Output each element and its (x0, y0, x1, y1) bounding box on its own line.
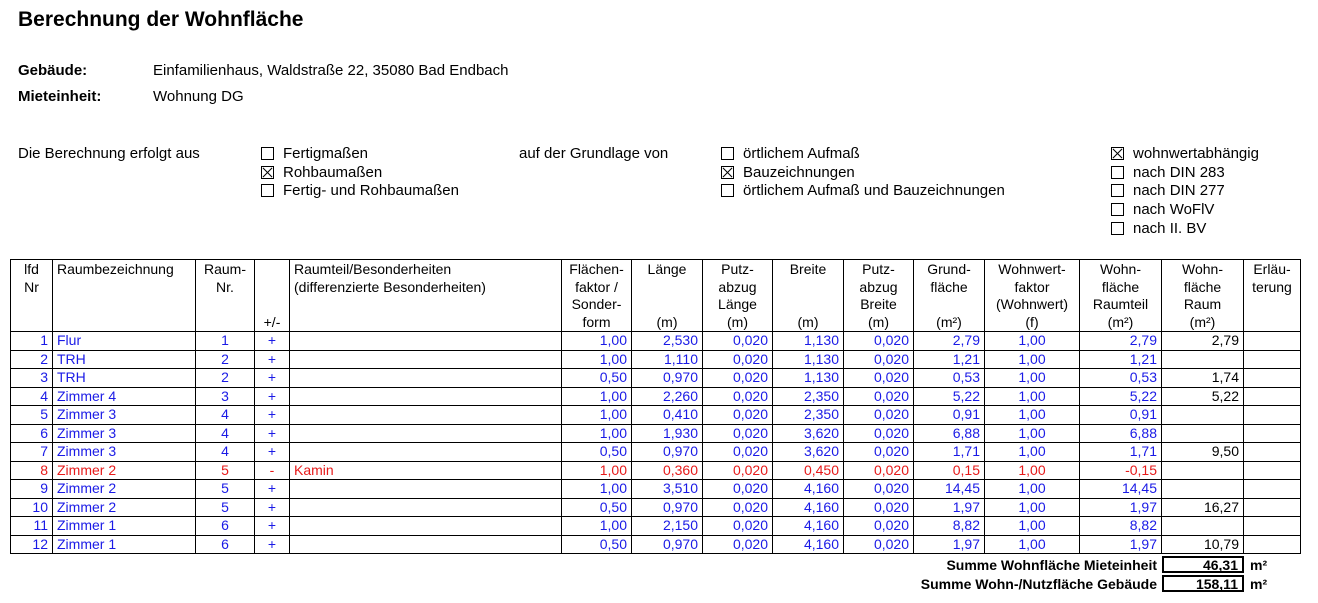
sign-cell: + (255, 535, 290, 554)
raum-nr-cell: 5 (196, 498, 255, 517)
option-din277: nach DIN 277 (1133, 182, 1225, 199)
name-cell: Zimmer 2 (53, 461, 196, 480)
factor-cell: 1,00 (562, 406, 632, 425)
width-cell: 4,160 (773, 535, 844, 554)
wwf-cell: 1,00 (985, 517, 1080, 536)
putz-b-cell: 0,020 (844, 369, 914, 388)
raum-nr-cell: 4 (196, 443, 255, 462)
part-cell (290, 350, 562, 369)
putz-l-cell: 0,020 (703, 443, 773, 462)
room-area-cell (1162, 517, 1244, 536)
name-cell: Zimmer 3 (53, 424, 196, 443)
wwf-cell: 1,00 (985, 387, 1080, 406)
checkbox-fertig-roh[interactable] (261, 184, 274, 197)
option-fertig-roh: Fertig- und Rohbaumaßen (283, 182, 459, 199)
option-din283: nach DIN 283 (1133, 164, 1225, 181)
table-row (11, 517, 1301, 536)
raum-nr-cell: 5 (196, 461, 255, 480)
lfd-cell: 7 (11, 443, 53, 462)
part-area-cell: 1,97 (1080, 535, 1162, 554)
table-row (11, 406, 1301, 425)
length-cell: 2,260 (632, 387, 703, 406)
ground-cell: 0,91 (914, 406, 985, 425)
putz-b-cell: 0,020 (844, 332, 914, 351)
header-part: Raumteil/Besonderheiten (differenzierte Besonderheiten) (290, 260, 562, 332)
sign-cell: + (255, 387, 290, 406)
raum-nr-cell: 5 (196, 480, 255, 499)
ground-cell: 14,45 (914, 480, 985, 499)
raum-nr-cell: 1 (196, 332, 255, 351)
part-cell (290, 387, 562, 406)
putz-l-cell: 0,020 (703, 480, 773, 499)
width-cell: 1,130 (773, 369, 844, 388)
putz-l-cell: 0,020 (703, 424, 773, 443)
header-ground: Grund- fläche (m²) (914, 260, 985, 332)
option-woflv: nach WoFlV (1133, 201, 1215, 218)
length-cell: 0,970 (632, 369, 703, 388)
part-cell (290, 406, 562, 425)
sign-cell: + (255, 498, 290, 517)
table-row (11, 387, 1301, 406)
name-cell: Zimmer 3 (53, 406, 196, 425)
putz-b-cell: 0,020 (844, 387, 914, 406)
ground-cell: 0,53 (914, 369, 985, 388)
room-area-cell: 5,22 (1162, 387, 1244, 406)
header-lfd: lfd Nr (11, 260, 53, 332)
room-area-cell (1162, 424, 1244, 443)
sum-unit-value: 46,31 (1162, 556, 1244, 573)
room-area-cell (1162, 406, 1244, 425)
factor-cell: 1,00 (562, 480, 632, 499)
room-area-cell: 16,27 (1162, 498, 1244, 517)
table-header-row (11, 260, 1301, 332)
lfd-cell: 6 (11, 424, 53, 443)
sign-cell: + (255, 424, 290, 443)
checkbox-fertigmasse[interactable] (261, 147, 274, 160)
part-cell (290, 424, 562, 443)
wwf-cell: 1,00 (985, 461, 1080, 480)
putz-b-cell: 0,020 (844, 424, 914, 443)
header-wwf: Wohnwert- faktor (Wohnwert) (f) (985, 260, 1080, 332)
raum-nr-cell: 2 (196, 369, 255, 388)
table-row (11, 535, 1301, 554)
remark-cell (1244, 387, 1301, 406)
wwf-cell: 1,00 (985, 369, 1080, 388)
part-cell (290, 443, 562, 462)
building-value: Einfamilienhaus, Waldstraße 22, 35080 Bad Endbach (153, 62, 509, 79)
putz-l-cell: 0,020 (703, 461, 773, 480)
putz-l-cell: 0,020 (703, 535, 773, 554)
table-row (11, 443, 1301, 462)
building-label: Gebäude: (18, 62, 88, 79)
remark-cell (1244, 424, 1301, 443)
width-cell: 4,160 (773, 480, 844, 499)
sum-building-label: Summe Wohn-/Nutzfläche Gebäude (920, 576, 1157, 592)
remark-cell (1244, 443, 1301, 462)
unit-label: Mieteinheit: (18, 88, 102, 105)
ground-cell: 1,71 (914, 443, 985, 462)
putz-l-cell: 0,020 (703, 350, 773, 369)
table-row (11, 461, 1301, 480)
wwf-cell: 1,00 (985, 350, 1080, 369)
putz-b-cell: 0,020 (844, 443, 914, 462)
name-cell: Flur (53, 332, 196, 351)
part-area-cell: 2,79 (1080, 332, 1162, 351)
header-putz-b: Putz- abzug Breite (m) (844, 260, 914, 332)
lfd-cell: 9 (11, 480, 53, 499)
factor-cell: 1,00 (562, 387, 632, 406)
width-cell: 4,160 (773, 498, 844, 517)
table-row (11, 480, 1301, 499)
remark-cell (1244, 369, 1301, 388)
name-cell: Zimmer 1 (53, 535, 196, 554)
width-cell: 2,350 (773, 387, 844, 406)
checkbox-rohbaumasse[interactable] (261, 166, 274, 179)
unit-value: Wohnung DG (153, 88, 244, 105)
putz-l-cell: 0,020 (703, 369, 773, 388)
lfd-cell: 11 (11, 517, 53, 536)
factor-cell: 1,00 (562, 424, 632, 443)
part-area-cell: 6,88 (1080, 424, 1162, 443)
putz-b-cell: 0,020 (844, 498, 914, 517)
lfd-cell: 12 (11, 535, 53, 554)
ground-cell: 0,15 (914, 461, 985, 480)
length-cell: 0,970 (632, 443, 703, 462)
ground-cell: 1,97 (914, 498, 985, 517)
part-cell (290, 498, 562, 517)
putz-b-cell: 0,020 (844, 350, 914, 369)
room-area-cell: 2,79 (1162, 332, 1244, 351)
option-iibv: nach II. BV (1133, 220, 1207, 237)
lfd-cell: 5 (11, 406, 53, 425)
putz-l-cell: 0,020 (703, 406, 773, 425)
checkbox-iibv[interactable] (1111, 222, 1124, 235)
factor-cell: 0,50 (562, 369, 632, 388)
raum-nr-cell: 6 (196, 517, 255, 536)
length-cell: 3,510 (632, 480, 703, 499)
sign-cell: + (255, 443, 290, 462)
option-aufmass: örtlichem Aufmaß (743, 145, 860, 162)
option-bauzeichnungen: Bauzeichnungen (743, 164, 855, 181)
checkbox-aufmass-bauzeichnungen[interactable] (721, 184, 734, 197)
length-cell: 2,530 (632, 332, 703, 351)
raum-nr-cell: 4 (196, 424, 255, 443)
page-title: Berechnung der Wohnfläche (18, 8, 304, 31)
length-cell: 0,970 (632, 535, 703, 554)
room-area-cell (1162, 350, 1244, 369)
foundation-intro: auf der Grundlage von (519, 145, 669, 162)
checkbox-aufmass[interactable] (721, 147, 734, 160)
area-table (10, 259, 1301, 554)
ground-cell: 2,79 (914, 332, 985, 351)
part-cell (290, 369, 562, 388)
header-sign: +/- (255, 260, 290, 332)
header-remark: Erläu- terung (1244, 260, 1301, 332)
part-area-cell: 0,91 (1080, 406, 1162, 425)
width-cell: 3,620 (773, 424, 844, 443)
sign-cell: + (255, 480, 290, 499)
part-area-cell: 1,97 (1080, 498, 1162, 517)
table-row (11, 332, 1301, 351)
width-cell: 1,130 (773, 332, 844, 351)
sign-cell: + (255, 332, 290, 351)
putz-l-cell: 0,020 (703, 517, 773, 536)
width-cell: 3,620 (773, 443, 844, 462)
part-cell (290, 535, 562, 554)
part-area-cell: 1,21 (1080, 350, 1162, 369)
wwf-cell: 1,00 (985, 424, 1080, 443)
ground-cell: 1,21 (914, 350, 985, 369)
remark-cell (1244, 332, 1301, 351)
name-cell: TRH (53, 350, 196, 369)
sign-cell: + (255, 517, 290, 536)
header-putz-l: Putz- abzug Länge (m) (703, 260, 773, 332)
header-factor: Flächen- faktor / Sonder- form (562, 260, 632, 332)
lfd-cell: 2 (11, 350, 53, 369)
remark-cell (1244, 535, 1301, 554)
part-area-cell: 8,82 (1080, 517, 1162, 536)
checkbox-wohnwert[interactable] (1111, 147, 1124, 160)
remark-cell (1244, 461, 1301, 480)
room-area-cell (1162, 461, 1244, 480)
checkbox-din283[interactable] (1111, 166, 1124, 179)
putz-b-cell: 0,020 (844, 517, 914, 536)
checkbox-din277[interactable] (1111, 184, 1124, 197)
option-wohnwert: wohnwertabhängig (1133, 145, 1259, 162)
length-cell: 1,930 (632, 424, 703, 443)
length-cell: 1,110 (632, 350, 703, 369)
remark-cell (1244, 406, 1301, 425)
length-cell: 0,970 (632, 498, 703, 517)
table-row (11, 369, 1301, 388)
sign-cell: + (255, 350, 290, 369)
raum-nr-cell: 2 (196, 350, 255, 369)
wwf-cell: 1,00 (985, 535, 1080, 554)
remark-cell (1244, 498, 1301, 517)
room-area-cell (1162, 480, 1244, 499)
raum-nr-cell: 3 (196, 387, 255, 406)
room-area-cell: 10,79 (1162, 535, 1244, 554)
factor-cell: 1,00 (562, 517, 632, 536)
length-cell: 2,150 (632, 517, 703, 536)
room-area-cell: 9,50 (1162, 443, 1244, 462)
name-cell: Zimmer 2 (53, 498, 196, 517)
wwf-cell: 1,00 (985, 443, 1080, 462)
factor-cell: 0,50 (562, 498, 632, 517)
ground-cell: 1,97 (914, 535, 985, 554)
putz-b-cell: 0,020 (844, 406, 914, 425)
part-area-cell: -0,15 (1080, 461, 1162, 480)
option-fertigmasse: Fertigmaßen (283, 145, 369, 162)
lfd-cell: 10 (11, 498, 53, 517)
width-cell: 4,160 (773, 517, 844, 536)
sign-cell: + (255, 406, 290, 425)
factor-cell: 1,00 (562, 332, 632, 351)
remark-cell (1244, 480, 1301, 499)
header-name: Raumbezeichnung (53, 260, 196, 332)
room-area-cell: 1,74 (1162, 369, 1244, 388)
factor-cell: 1,00 (562, 350, 632, 369)
header-room-area: Wohn- fläche Raum (m²) (1162, 260, 1244, 332)
sum-unit-m2: m² (1250, 557, 1268, 573)
lfd-cell: 8 (11, 461, 53, 480)
putz-b-cell: 0,020 (844, 461, 914, 480)
putz-b-cell: 0,020 (844, 480, 914, 499)
part-cell (290, 332, 562, 351)
putz-l-cell: 0,020 (703, 498, 773, 517)
table-row (11, 350, 1301, 369)
raum-nr-cell: 6 (196, 535, 255, 554)
putz-l-cell: 0,020 (703, 387, 773, 406)
putz-l-cell: 0,020 (703, 332, 773, 351)
factor-cell: 1,00 (562, 461, 632, 480)
name-cell: Zimmer 3 (53, 443, 196, 462)
part-cell: Kamin (290, 461, 562, 480)
part-area-cell: 0,53 (1080, 369, 1162, 388)
factor-cell: 0,50 (562, 443, 632, 462)
wwf-cell: 1,00 (985, 406, 1080, 425)
header-raum-nr: Raum- Nr. (196, 260, 255, 332)
part-area-cell: 14,45 (1080, 480, 1162, 499)
length-cell: 0,360 (632, 461, 703, 480)
remark-cell (1244, 350, 1301, 369)
width-cell: 0,450 (773, 461, 844, 480)
header-part-area: Wohn- fläche Raumteil (m²) (1080, 260, 1162, 332)
putz-b-cell: 0,020 (844, 535, 914, 554)
sum-building-value: 158,11 (1162, 575, 1244, 592)
wwf-cell: 1,00 (985, 480, 1080, 499)
part-cell (290, 480, 562, 499)
name-cell: TRH (53, 369, 196, 388)
basis-intro: Die Berechnung erfolgt aus (18, 145, 200, 162)
name-cell: Zimmer 4 (53, 387, 196, 406)
name-cell: Zimmer 1 (53, 517, 196, 536)
header-width: Breite (m) (773, 260, 844, 332)
wwf-cell: 1,00 (985, 332, 1080, 351)
table-row (11, 424, 1301, 443)
wwf-cell: 1,00 (985, 498, 1080, 517)
sum-building-m2: m² (1250, 576, 1268, 592)
factor-cell: 0,50 (562, 535, 632, 554)
sum-unit-label: Summe Wohnfläche Mieteinheit (946, 557, 1157, 573)
checkbox-bauzeichnungen[interactable] (721, 166, 734, 179)
sign-cell: - (255, 461, 290, 480)
ground-cell: 8,82 (914, 517, 985, 536)
lfd-cell: 1 (11, 332, 53, 351)
part-cell (290, 517, 562, 536)
header-length: Länge (m) (632, 260, 703, 332)
checkbox-woflv[interactable] (1111, 203, 1124, 216)
ground-cell: 5,22 (914, 387, 985, 406)
ground-cell: 6,88 (914, 424, 985, 443)
lfd-cell: 3 (11, 369, 53, 388)
raum-nr-cell: 4 (196, 406, 255, 425)
width-cell: 1,130 (773, 350, 844, 369)
part-area-cell: 5,22 (1080, 387, 1162, 406)
option-rohbaumasse: Rohbaumaßen (283, 164, 383, 181)
option-aufmass-bauzeichnungen: örtlichem Aufmaß und Bauzeichnungen (743, 182, 1005, 199)
remark-cell (1244, 517, 1301, 536)
lfd-cell: 4 (11, 387, 53, 406)
sign-cell: + (255, 369, 290, 388)
width-cell: 2,350 (773, 406, 844, 425)
table-row (11, 498, 1301, 517)
name-cell: Zimmer 2 (53, 480, 196, 499)
length-cell: 0,410 (632, 406, 703, 425)
part-area-cell: 1,71 (1080, 443, 1162, 462)
